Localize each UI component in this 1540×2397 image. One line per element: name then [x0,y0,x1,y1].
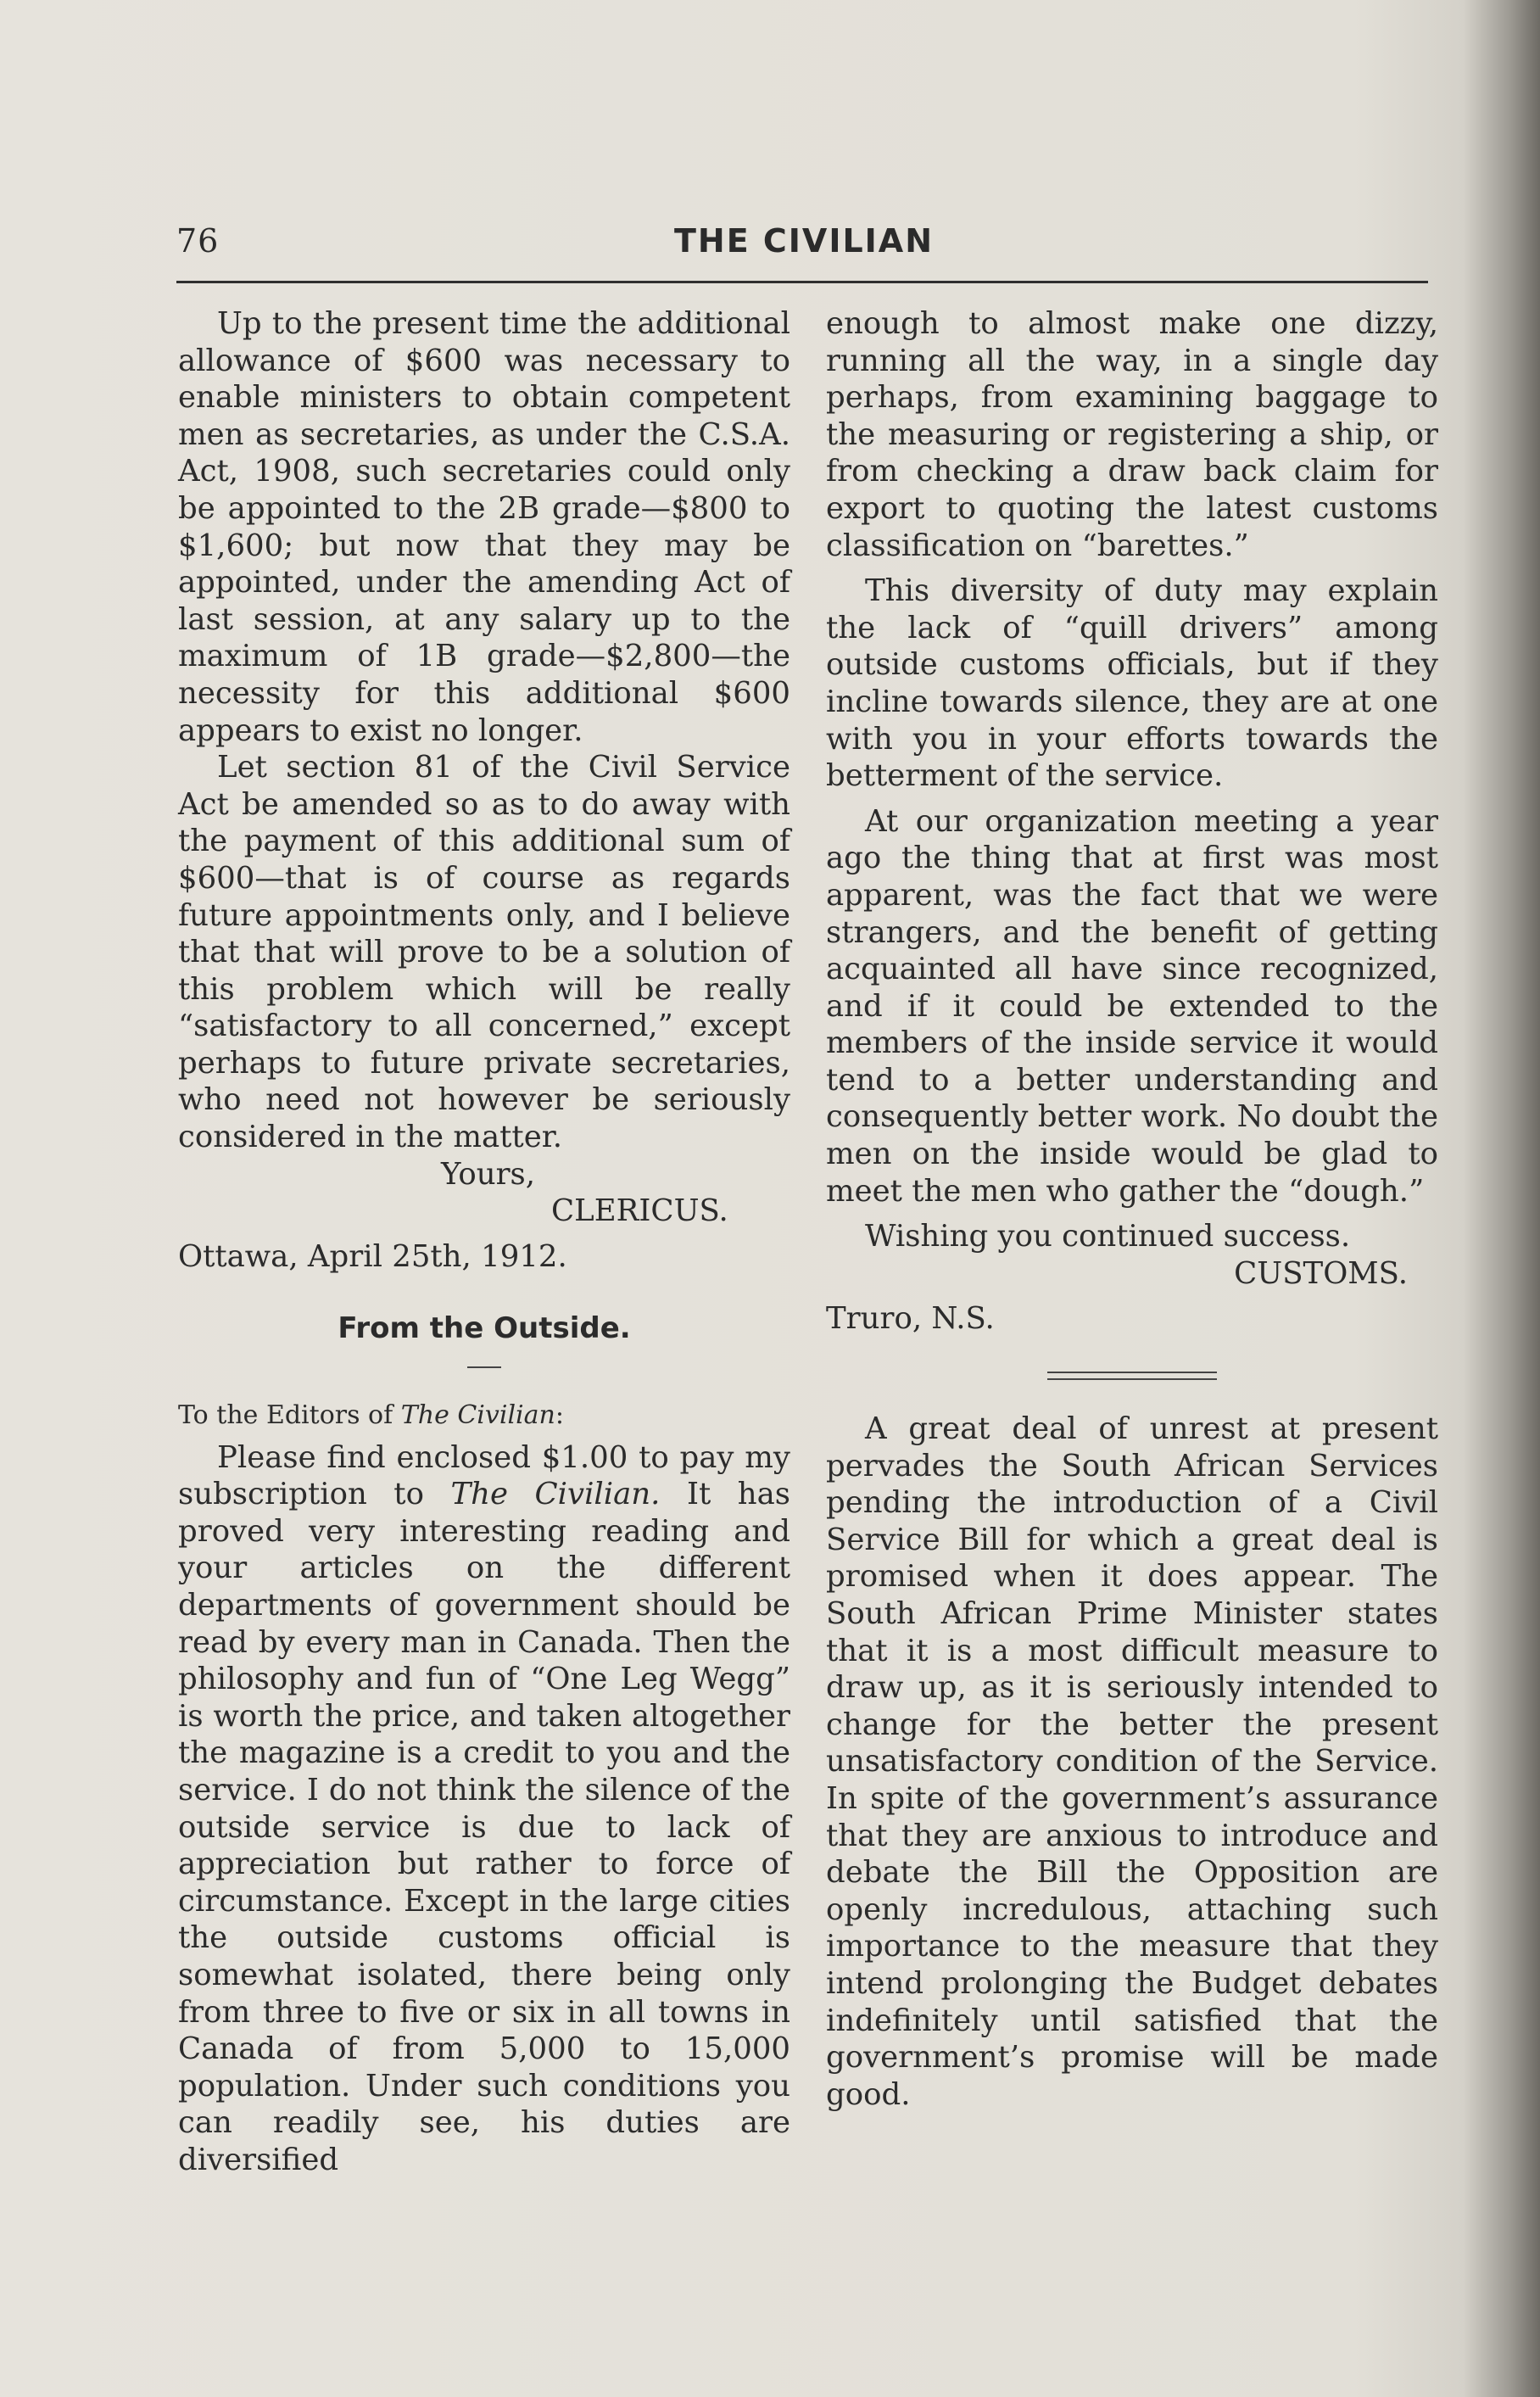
header-rule [176,281,1428,283]
paragraph: Let section 81 of the Civil Service Act be amended so as to do away with the payment of this additional sum of $600—that is of course as regards future appointments only, and I believe that that will prove to be a solution of this problem which will be really “satisfactory to all concerned,” except perhaps to future private secretaries, who need not however be seriously considered in the matter. [178,750,790,1155]
dateline: Truro, N.S. [826,1301,995,1337]
letter-signature: CUSTOMS. [1234,1255,1408,1291]
page-header [176,222,1431,283]
dateline: Ottawa, April 25th, 1912. [178,1238,567,1274]
paragraph: A great deal of unrest at present pervades the South African Services pending the introduction of a Civil Service Bill for which a great deal is promised when it does appear. The South African Prime Minister states that it is a most difficult measure to draw up, as it is seriously intended to change for the better the present unsatisfactory condition of the Service. In spite of the government’s assurance that they are anxious to introduce and debate the Bill the Opposition are openly incredulous, attaching such importance to the measure that they intend prolonging the Budget debates indefinitely until satisfied that the government’s promise will be made good. [826,1411,1438,2112]
salutation: To the Editors of The Civilian: [178,1400,564,1431]
running-title: THE CIVILIAN [673,222,935,260]
section-heading: From the Outside. [338,1311,631,1346]
section-divider [1047,1372,1217,1380]
letter-signature: CLERICUS. [551,1193,728,1229]
right-column [826,305,1438,2113]
paragraph: Please find enclosed $1.00 to pay my subscription to The Civilian. It has proved very interesting reading and your articles on the different departments of government should be read by every man in Canada. Then the philosophy and fun of “One Leg Wegg” is worth the price, and taken altogether the magazine is a credit to you and the service. I do not think the silence of the outside service is due to lack of appreciation but rather to force of circumstance. Except in the large cities the outside customs official is somewhat isolated, there being only from three to five or six in all towns in Canada of from 5,000 to 15,000 population. Under such conditions you can readily see, his duties are diversified [178,1439,790,2177]
paragraph: Wishing you continued success. [865,1219,1351,1254]
paragraph: At our organization meeting a year ago the thing that at first was most apparent, was the fact that we were strangers, and the benefit of getting acquainted all have since recognized, and if it could be extended to the members of the inside service it would tend to a better understanding and consequently better work. No doubt the men on the inside would be glad to meet the men who gather the “dough.” [826,803,1438,1209]
left-column [178,305,790,2179]
section-divider [467,1366,501,1368]
paragraph: This diversity of duty may explain the lack of “quill drivers” among outside customs officials, but if they incline towards silence, they are at one with you in your efforts towards the betterment of the service. [826,573,1438,794]
page-number: 76 [176,222,220,260]
letter-closing: Yours, [441,1156,536,1192]
paragraph: enough to almost make one dizzy, running all the way, in a single day perhaps, from examining baggage to the measuring or registering a ship, or from checking a draw back claim for export to quoting the latest customs classification on “barettes.” [826,306,1438,563]
paragraph: Up to the present time the additional allowance of $600 was necessary to enable ministers to obtain competent men as secretaries, as under the C.S.A. Act, 1908, such secretaries could only be appointed to the 2B grade—$800 to $1,600; but now that they may be appointed, under the amending Act of last session, at any salary up to the maximum of 1B grade—$2,800—the necessity for this additional $600 appears to exist no longer. [178,306,790,748]
